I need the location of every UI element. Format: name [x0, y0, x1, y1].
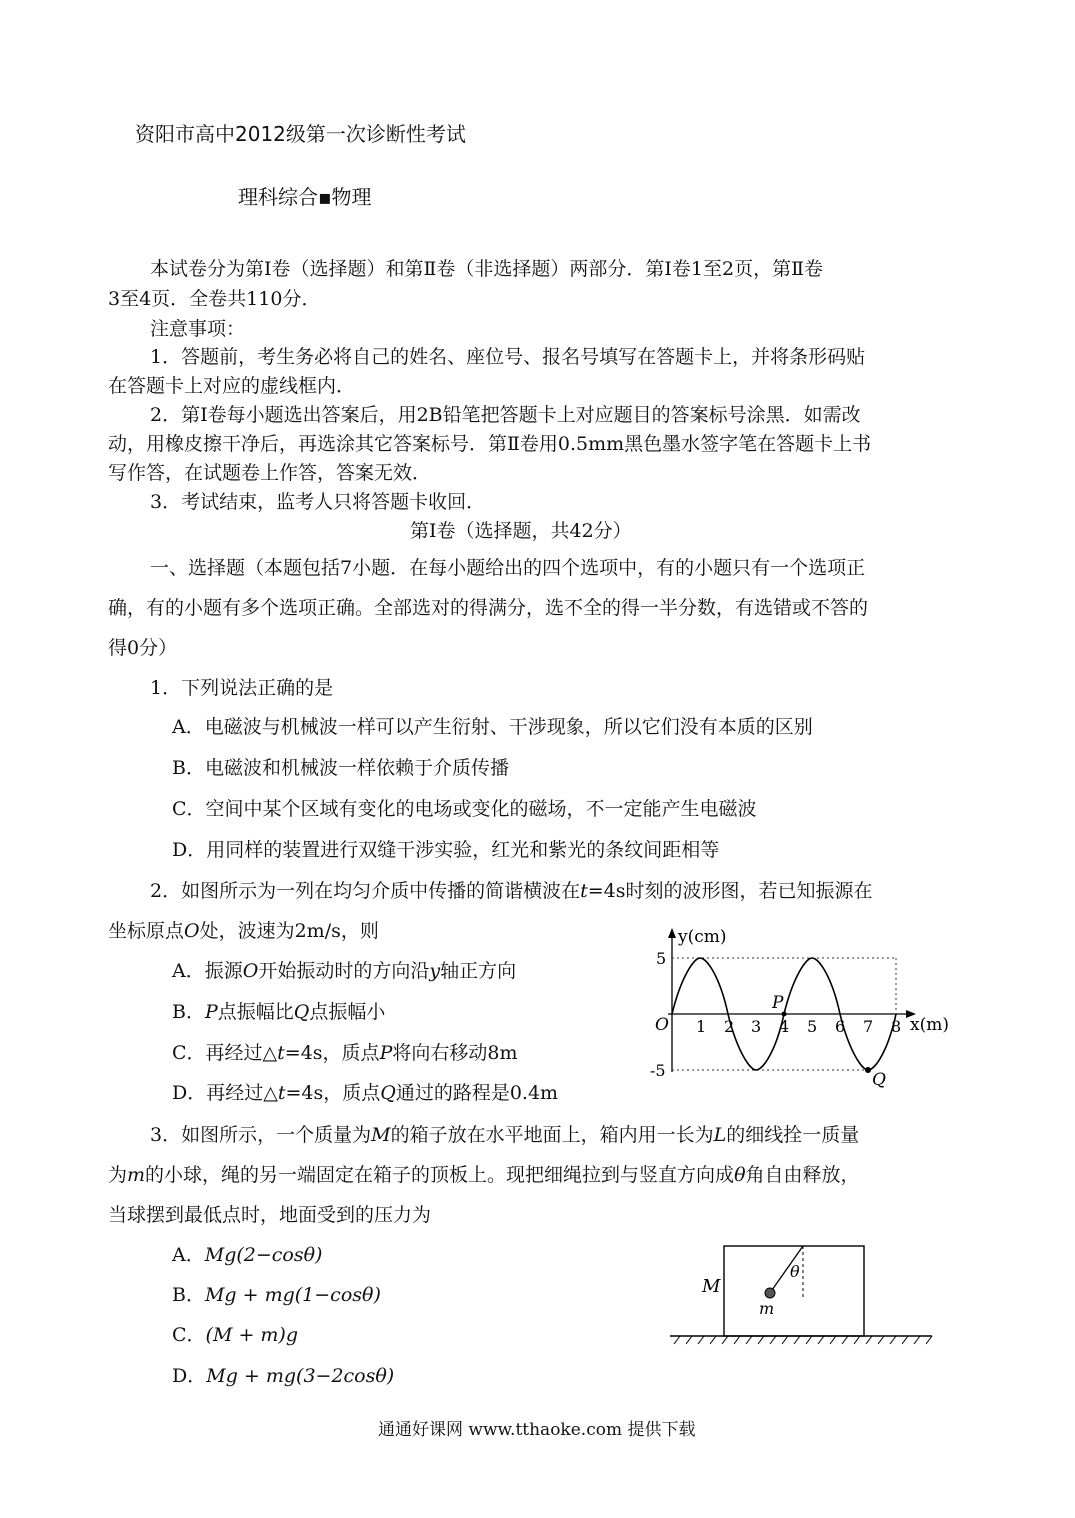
q3-a-label: A． [172, 1244, 205, 1266]
x-tick-3: 3 [751, 1017, 762, 1036]
q2-c-var-1: t [277, 1042, 285, 1064]
x-tick-8: 8 [891, 1017, 902, 1036]
q1-option-a: A．电磁波与机械波一样可以产生衍射、干涉现象，所以它们没有本质的区别 [172, 716, 813, 738]
box-mass-label: M [702, 1276, 721, 1297]
ball-mass-label: m [759, 1299, 775, 1318]
q3-stem-2-var-2: θ [734, 1164, 746, 1186]
q3-stem-1-text-b: 的箱子放在水平地面上，箱内用一长为 [390, 1124, 714, 1146]
intro-line-2: 3至4页．全卷共110分． [108, 288, 321, 310]
angle-label: θ [790, 1262, 800, 1281]
exam-title: 资阳市高中2012级第一次诊断性考试 [135, 122, 466, 146]
q3-option-c [172, 1324, 298, 1346]
q2-b-text-1: B． [172, 1001, 205, 1023]
footer-text: 通通好课网 www.tthaoke.com 提供下载 [378, 1420, 696, 1440]
q1-option-c: C．空间中某个区域有变化的电场或变化的磁场，不一定能产生电磁波 [172, 798, 757, 820]
notice-3: 3．考试结束，监考人只将答题卡收回． [150, 491, 486, 513]
q3-option-d [172, 1365, 394, 1387]
q2-stem-2-text-a: 坐标原点 [108, 920, 185, 942]
q2-stem-1-text-a: 2．如图所示为一列在均匀介质中传播的简谐横波在 [150, 880, 581, 902]
q3-stem-2-var: m [127, 1164, 146, 1186]
q2-d-var-1: t [277, 1082, 286, 1104]
q3-c-label: C． [172, 1324, 206, 1346]
q1-option-d: D．用同样的装置进行双缝干涉实验，红光和紫光的条纹间距相等 [172, 839, 720, 861]
section-instructions-1: 一、选择题（本题包括7小题．在每小题给出的四个选项中，有的小题只有一个选项正 [150, 557, 866, 579]
q3-a-expr: Mg(2−cosθ) [204, 1244, 323, 1266]
q2-d-text-1: D．再经过△ [172, 1082, 278, 1104]
point-q-label: Q [872, 1070, 886, 1090]
q2-option-b [172, 1001, 385, 1023]
q3-stem-1-text-a: 3．如图所示，一个质量为 [150, 1124, 372, 1146]
q2-b-var-2: Q [293, 1001, 310, 1023]
q3-d-label: D． [172, 1365, 207, 1387]
q2-a-text-1: A．振源 [172, 960, 243, 982]
q2-c-text-3: 将向右移动8m [392, 1042, 518, 1064]
q1-option-b: B．电磁波和机械波一样依赖于介质传播 [172, 757, 509, 779]
q3-stem-2-text-a: 为 [108, 1164, 128, 1186]
q2-a-text-2: 开始振动时的方向沿 [258, 960, 430, 982]
q2-stem-1-var: t [580, 880, 588, 902]
notice-2a: 2．第Ⅰ卷每小题选出答案后，用2B铅笔把答题卡上对应题目的答案标号涂黑．如需改 [150, 404, 861, 426]
q2-wave-graph [640, 922, 960, 1092]
origin-label: O [655, 1015, 669, 1035]
notice-title: 注意事项： [150, 318, 246, 340]
ball [765, 1288, 775, 1298]
q3-option-a [172, 1244, 322, 1266]
q3-stem-3: 当球摆到最低点时，地面受到的压力为 [108, 1204, 432, 1226]
section-heading: 第Ⅰ卷（选择题，共42分） [410, 520, 632, 542]
q3-pendulum-figure [660, 1240, 940, 1350]
q3-b-label: B． [172, 1284, 205, 1306]
point-q-marker [865, 1067, 871, 1073]
q2-stem-1 [150, 880, 873, 902]
q2-d-var-2: Q [380, 1082, 396, 1104]
q3-stem-2-text-c: 角自由释放， [745, 1164, 860, 1186]
q3-stem-2-text-b: 的小球，绳的另一端固定在箱子的顶板上。现把细绳拉到与竖直方向成 [145, 1164, 735, 1186]
x-tick-6: 6 [835, 1017, 846, 1036]
ground-hatch [674, 1336, 932, 1344]
y-tick-5: 5 [656, 949, 667, 968]
q2-stem-2 [108, 920, 379, 942]
q2-a-var-2: y [429, 960, 441, 982]
q1-stem: 1．下列说法正确的是 [150, 677, 334, 699]
q2-c-text-2: =4s，质点 [284, 1042, 380, 1064]
q2-stem-2-var: O [184, 920, 200, 942]
x-tick-4: 4 [779, 1017, 790, 1036]
notice-2b: 动，用橡皮擦干净后，再选涂其它答案标号．第Ⅱ卷用0.5mm黑色墨水签字笔在答题卡上书 [108, 433, 872, 455]
q2-option-a [172, 960, 516, 982]
q2-a-var-1: O [242, 960, 259, 982]
q2-c-text-1: C．再经过△ [172, 1042, 278, 1064]
q2-a-text-3: 轴正方向 [440, 960, 517, 982]
x-tick-5: 5 [807, 1017, 818, 1036]
section-instructions-2: 确，有的小题有多个选项正确。全部选对的得满分，选不全的得一半分数，有选错或不答的 [108, 597, 869, 619]
x-tick-7: 7 [863, 1017, 874, 1036]
y-axis-arrow [668, 928, 676, 938]
q3-option-b [172, 1284, 381, 1306]
q3-stem-1 [150, 1124, 859, 1146]
notice-1b: 在答题卡上对应的虚线框内． [108, 375, 356, 397]
q2-stem-1-text-b: =4s时刻的波形图，若已知振源在 [587, 880, 873, 902]
q2-stem-2-text-b: 处，波速为2m/s，则 [199, 920, 379, 942]
q3-d-expr: Mg + mg(3−2cosθ) [206, 1365, 395, 1387]
q3-stem-2 [108, 1164, 860, 1186]
exam-subtitle: 理科综合▪物理 [238, 185, 372, 209]
q2-b-text-2: 点振幅比 [217, 1001, 294, 1023]
y-tick-neg5: -5 [650, 1061, 666, 1080]
q2-c-var-2: P [379, 1042, 393, 1064]
q2-d-text-3: 通过的路程是0.4m [395, 1082, 559, 1104]
y-axis-label: y(cm) [678, 927, 727, 947]
notice-2c: 写作答，在试题卷上作答，答案无效． [108, 462, 432, 484]
intro-line-1: 本试卷分为第Ⅰ卷（选择题）和第Ⅱ卷（非选择题）两部分．第Ⅰ卷1至2页，第Ⅱ卷 [150, 258, 824, 280]
x-tick-2: 2 [724, 1017, 735, 1036]
q2-option-d [172, 1082, 558, 1104]
q3-stem-1-text-c: 的细线拴一质量 [726, 1124, 860, 1146]
q3-b-expr: Mg + mg(1−cosθ) [204, 1284, 381, 1306]
q3-stem-1-var: M [371, 1124, 391, 1146]
q2-b-text-3: 点振幅小 [309, 1001, 386, 1023]
q2-option-c [172, 1042, 517, 1064]
q2-d-text-2: =4s，质点 [285, 1082, 381, 1104]
q3-c-expr: (M + m)g [205, 1324, 299, 1346]
q3-stem-1-var-2: L [713, 1124, 727, 1146]
point-p-label: P [772, 993, 784, 1013]
q2-b-var-1: P [204, 1001, 218, 1023]
x-tick-1: 1 [696, 1017, 707, 1036]
x-axis-label: x(m) [910, 1015, 949, 1035]
notice-1a: 1．答题前，考生务必将自己的姓名、座位号、报名号填写在答题卡上，并将条形码贴 [150, 346, 866, 368]
section-instructions-3: 得0分） [108, 637, 178, 659]
